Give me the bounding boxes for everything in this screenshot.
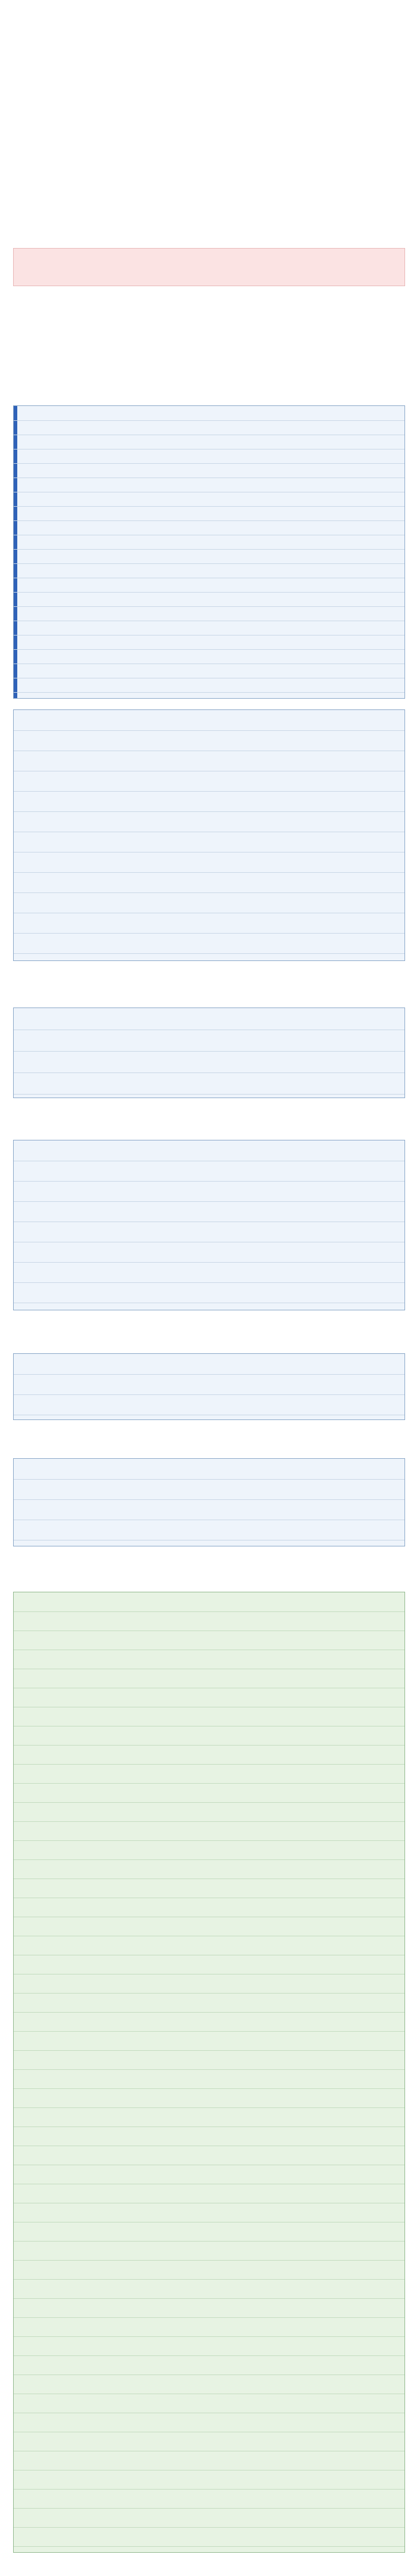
table-cell — [148, 1354, 267, 1374]
time-table — [13, 1458, 405, 1546]
table-cell — [275, 892, 397, 913]
formula-line — [13, 203, 404, 221]
table-row — [14, 1520, 404, 1540]
verse-row — [14, 2279, 404, 2299]
table-row — [14, 506, 404, 521]
table-cell — [22, 811, 141, 832]
table-row — [14, 406, 404, 421]
table-row — [14, 1181, 404, 1202]
table-row — [14, 811, 404, 832]
verse-row — [14, 2107, 404, 2127]
table-cell — [275, 549, 397, 563]
table-row — [14, 710, 404, 731]
intro-line — [13, 81, 404, 99]
table-cell — [148, 1242, 267, 1262]
table-cell — [22, 771, 141, 791]
verse-row — [14, 1936, 404, 1955]
table-cell — [275, 1140, 397, 1161]
verse-row — [14, 2241, 404, 2261]
table-row — [14, 1051, 404, 1073]
table-cell — [148, 1051, 267, 1072]
verse-row — [14, 1630, 404, 1650]
table-row — [14, 449, 404, 464]
table-cell — [22, 892, 141, 913]
table-row — [14, 1222, 404, 1242]
table-cell — [275, 1282, 397, 1303]
verse-row — [14, 2470, 404, 2490]
table-row — [14, 563, 404, 578]
table-cell — [148, 1008, 267, 1030]
verse-row — [14, 2203, 404, 2222]
summary-line — [13, 227, 404, 244]
verse-row — [14, 1726, 404, 1746]
table-cell — [275, 664, 397, 678]
table-cell — [22, 872, 141, 892]
table-cell — [275, 635, 397, 649]
verse-row — [14, 1783, 404, 1803]
table-cell — [275, 1262, 397, 1282]
table-cell — [275, 1520, 397, 1540]
table-cell — [22, 406, 141, 420]
table-cell — [275, 913, 397, 933]
table-cell — [148, 435, 267, 449]
month-table — [13, 1008, 405, 1098]
table-cell — [22, 578, 141, 592]
table-row — [14, 872, 404, 893]
verse-row — [14, 2050, 404, 2070]
table-cell — [275, 463, 397, 478]
table-row — [14, 578, 404, 593]
table-cell — [148, 478, 267, 492]
verse-row — [14, 2413, 404, 2432]
table-row — [14, 1459, 404, 1480]
table-cell — [148, 1222, 267, 1242]
table-row — [14, 791, 404, 812]
hour-section-title — [13, 1327, 404, 1345]
verse-row — [14, 1802, 404, 1822]
table-cell — [148, 832, 267, 852]
table-row — [14, 621, 404, 636]
verse-row — [14, 1688, 404, 1707]
table-cell — [22, 730, 141, 751]
table-cell — [275, 506, 397, 520]
table-cell — [148, 492, 267, 506]
intro-line — [13, 27, 404, 45]
table-row — [14, 1201, 404, 1222]
table-cell — [148, 852, 267, 872]
table-cell — [22, 1282, 141, 1303]
verse-row — [14, 2184, 404, 2203]
table-cell — [148, 1374, 267, 1394]
verse-row — [14, 1821, 404, 1841]
table-row — [14, 1282, 404, 1303]
table-cell — [148, 791, 267, 811]
table-cell — [148, 771, 267, 791]
table-cell — [275, 1242, 397, 1262]
table-cell — [148, 678, 267, 692]
verse-row — [14, 1859, 404, 1879]
table-cell — [148, 1459, 267, 1479]
table-cell — [22, 463, 141, 478]
verse-row — [14, 1611, 404, 1631]
table-cell — [22, 535, 141, 549]
table-cell — [275, 406, 397, 420]
table-cell — [148, 1499, 267, 1520]
footer-watermark — [13, 2556, 404, 2572]
table-cell — [148, 535, 267, 549]
table-cell — [22, 592, 141, 606]
table-row — [14, 1140, 404, 1161]
table-row — [14, 463, 404, 478]
table-cell — [275, 621, 397, 635]
table-cell — [22, 1354, 141, 1374]
table-cell — [148, 1394, 267, 1415]
table-cell — [148, 664, 267, 678]
table-cell — [148, 933, 267, 953]
table-row — [14, 751, 404, 771]
table-cell — [275, 1354, 397, 1374]
table-cell — [148, 621, 267, 635]
table-row — [14, 1030, 404, 1052]
table-cell — [22, 635, 141, 649]
doc-title — [13, 6, 404, 24]
table-cell — [275, 771, 397, 791]
verse-row — [14, 2451, 404, 2470]
table-cell — [148, 892, 267, 913]
verse-row — [14, 1764, 404, 1784]
table-cell — [148, 449, 267, 463]
table-cell — [275, 1201, 397, 1222]
table-cell — [22, 478, 141, 492]
table-cell — [22, 913, 141, 933]
table-row — [14, 606, 404, 621]
example-line — [13, 162, 404, 180]
verse-row — [14, 2031, 404, 2051]
year-section-title — [13, 358, 404, 376]
example-line — [13, 180, 404, 198]
verse-row — [14, 2298, 404, 2318]
table-cell — [148, 420, 267, 435]
table-cell — [148, 506, 267, 520]
verse-row — [14, 2126, 404, 2146]
table-cell — [275, 1394, 397, 1415]
table-cell — [275, 933, 397, 953]
table-cell — [22, 933, 141, 953]
table-cell — [148, 1479, 267, 1499]
table-cell — [22, 1140, 141, 1161]
table-cell — [275, 492, 397, 506]
table-cell — [148, 1520, 267, 1540]
table-cell — [22, 435, 141, 449]
table-cell — [148, 520, 267, 535]
verse-row — [14, 2222, 404, 2242]
table-row — [14, 520, 404, 535]
table-row — [14, 592, 404, 607]
table-cell — [148, 1072, 267, 1094]
table-cell — [22, 1222, 141, 1242]
table-row — [14, 649, 404, 664]
example-line — [13, 144, 404, 162]
example-block — [13, 126, 404, 198]
table-row — [14, 664, 404, 678]
table-cell — [148, 1262, 267, 1282]
table-cell — [22, 1394, 141, 1415]
table-row — [14, 420, 404, 435]
poem-table — [13, 1592, 405, 2553]
table-cell — [148, 1282, 267, 1303]
table-row — [14, 852, 404, 873]
day-table — [13, 1140, 405, 1310]
table-cell — [22, 649, 141, 664]
table-cell — [22, 852, 141, 872]
table-cell — [275, 606, 397, 621]
intro-line — [13, 45, 404, 63]
verse-row — [14, 1669, 404, 1688]
table-row — [14, 913, 404, 934]
verse-row — [14, 2146, 404, 2165]
table-cell — [22, 1201, 141, 1222]
table-cell — [148, 1181, 267, 1201]
table-cell — [275, 1374, 397, 1394]
verse-row — [14, 1898, 404, 1917]
table-cell — [148, 649, 267, 664]
table-cell — [275, 1459, 397, 1479]
table-cell — [22, 1072, 141, 1094]
table-row — [14, 1242, 404, 1263]
table-row — [14, 1072, 404, 1095]
table-cell — [22, 832, 141, 852]
verse-row — [14, 1974, 404, 1994]
table-cell — [275, 1161, 397, 1181]
table-cell — [148, 1161, 267, 1181]
verse-row — [14, 2489, 404, 2509]
table-row — [14, 535, 404, 550]
table-cell — [148, 1201, 267, 1222]
verse-row — [14, 2165, 404, 2184]
table-row — [14, 635, 404, 650]
verse-row — [14, 2527, 404, 2547]
table-cell — [148, 592, 267, 606]
table-cell — [148, 635, 267, 649]
table-cell — [22, 1051, 141, 1072]
table-cell — [275, 1008, 397, 1030]
table-cell — [148, 406, 267, 420]
table-cell — [275, 1030, 397, 1051]
table-cell — [275, 832, 397, 852]
table-cell — [275, 592, 397, 606]
table-cell — [275, 435, 397, 449]
verse-row — [14, 2394, 404, 2413]
year-map-table — [13, 709, 405, 961]
day-section-title — [13, 1114, 404, 1132]
table-row — [14, 492, 404, 507]
table-cell — [148, 563, 267, 578]
table-cell — [275, 420, 397, 435]
table-cell — [275, 578, 397, 592]
table-cell — [22, 1459, 141, 1479]
table-row — [14, 933, 404, 954]
table-cell — [22, 506, 141, 520]
verse-row — [14, 1840, 404, 1860]
table-cell — [22, 563, 141, 578]
table-cell — [22, 1161, 141, 1181]
table-cell — [22, 1030, 141, 1051]
year-table — [13, 405, 405, 699]
table-cell — [275, 1499, 397, 1520]
table-cell — [148, 1140, 267, 1161]
table-cell — [275, 649, 397, 664]
table-row — [14, 478, 404, 492]
intro-line — [13, 63, 404, 81]
table-cell — [148, 913, 267, 933]
table-cell — [275, 449, 397, 463]
verse-row — [14, 1650, 404, 1669]
verse-row — [14, 2012, 404, 2032]
table-cell — [148, 606, 267, 621]
table-cell — [148, 872, 267, 892]
hour-table — [13, 1353, 405, 1420]
table-cell — [148, 1030, 267, 1051]
verse-row — [14, 2355, 404, 2375]
table-cell — [275, 811, 397, 832]
table-cell — [275, 1072, 397, 1094]
intro-line — [13, 99, 404, 117]
table-cell — [22, 791, 141, 811]
table-row — [14, 678, 404, 693]
verse-row — [14, 1707, 404, 1726]
table-cell — [22, 1374, 141, 1394]
time-section-title — [13, 1433, 404, 1451]
table-row — [14, 1354, 404, 1375]
table-cell — [22, 1499, 141, 1520]
table-cell — [22, 549, 141, 563]
verse-row — [14, 2088, 404, 2108]
table-cell — [22, 1008, 141, 1030]
verse-row — [14, 1878, 404, 1898]
verse-row — [14, 2432, 404, 2451]
table-row — [14, 1008, 404, 1030]
table-cell — [22, 606, 141, 621]
verse-row — [14, 1955, 404, 1974]
table-row — [14, 435, 404, 450]
table-cell — [22, 520, 141, 535]
table-row — [14, 730, 404, 751]
table-cell — [275, 563, 397, 578]
table-cell — [22, 1181, 141, 1201]
table-cell — [148, 578, 267, 592]
verse-row — [14, 2508, 404, 2528]
table-cell — [275, 791, 397, 811]
table-cell — [275, 1222, 397, 1242]
table-cell — [275, 710, 397, 730]
table-cell — [22, 621, 141, 635]
verse-row — [14, 1993, 404, 2013]
table-cell — [275, 852, 397, 872]
table-cell — [275, 1051, 397, 1072]
table-row — [14, 1374, 404, 1395]
table-cell — [148, 811, 267, 832]
table-cell — [22, 1479, 141, 1499]
result-box — [13, 248, 405, 286]
verse-row — [14, 2336, 404, 2356]
table-row — [14, 1262, 404, 1283]
table-cell — [22, 678, 141, 692]
table-cell — [22, 420, 141, 435]
table-row — [14, 1479, 404, 1500]
table-cell — [22, 664, 141, 678]
table-row — [14, 549, 404, 564]
table-cell — [22, 449, 141, 463]
verse-row — [14, 1745, 404, 1765]
table-row — [14, 1161, 404, 1182]
table-cell — [275, 751, 397, 771]
table-cell — [148, 549, 267, 563]
table-cell — [22, 1520, 141, 1540]
table-cell — [148, 751, 267, 771]
table-cell — [148, 730, 267, 751]
table-cell — [148, 710, 267, 730]
table-cell — [22, 492, 141, 506]
verse-row — [14, 1917, 404, 1936]
table-cell — [275, 1479, 397, 1499]
table-cell — [275, 678, 397, 692]
poem-section-title — [13, 1568, 404, 1586]
intro-block — [13, 27, 404, 117]
table-cell — [275, 872, 397, 892]
table-cell — [22, 710, 141, 730]
table-cell — [148, 463, 267, 478]
verse-row — [14, 2260, 404, 2280]
table-cell — [275, 535, 397, 549]
table-row — [14, 1499, 404, 1520]
verse-row — [14, 2317, 404, 2337]
table-row — [14, 832, 404, 853]
table-cell — [275, 520, 397, 535]
verse-row — [14, 1592, 404, 1612]
table-cell — [22, 751, 141, 771]
table-row — [14, 892, 404, 913]
table-row — [14, 1394, 404, 1415]
month-section-title — [13, 978, 404, 996]
table-cell — [22, 1262, 141, 1282]
verse-row — [14, 2069, 404, 2089]
example-line — [13, 126, 404, 144]
table-row — [14, 771, 404, 792]
verse-row — [14, 2374, 404, 2394]
table-cell — [275, 1181, 397, 1201]
table-cell — [275, 478, 397, 492]
table-cell — [275, 730, 397, 751]
table-cell — [22, 1242, 141, 1262]
